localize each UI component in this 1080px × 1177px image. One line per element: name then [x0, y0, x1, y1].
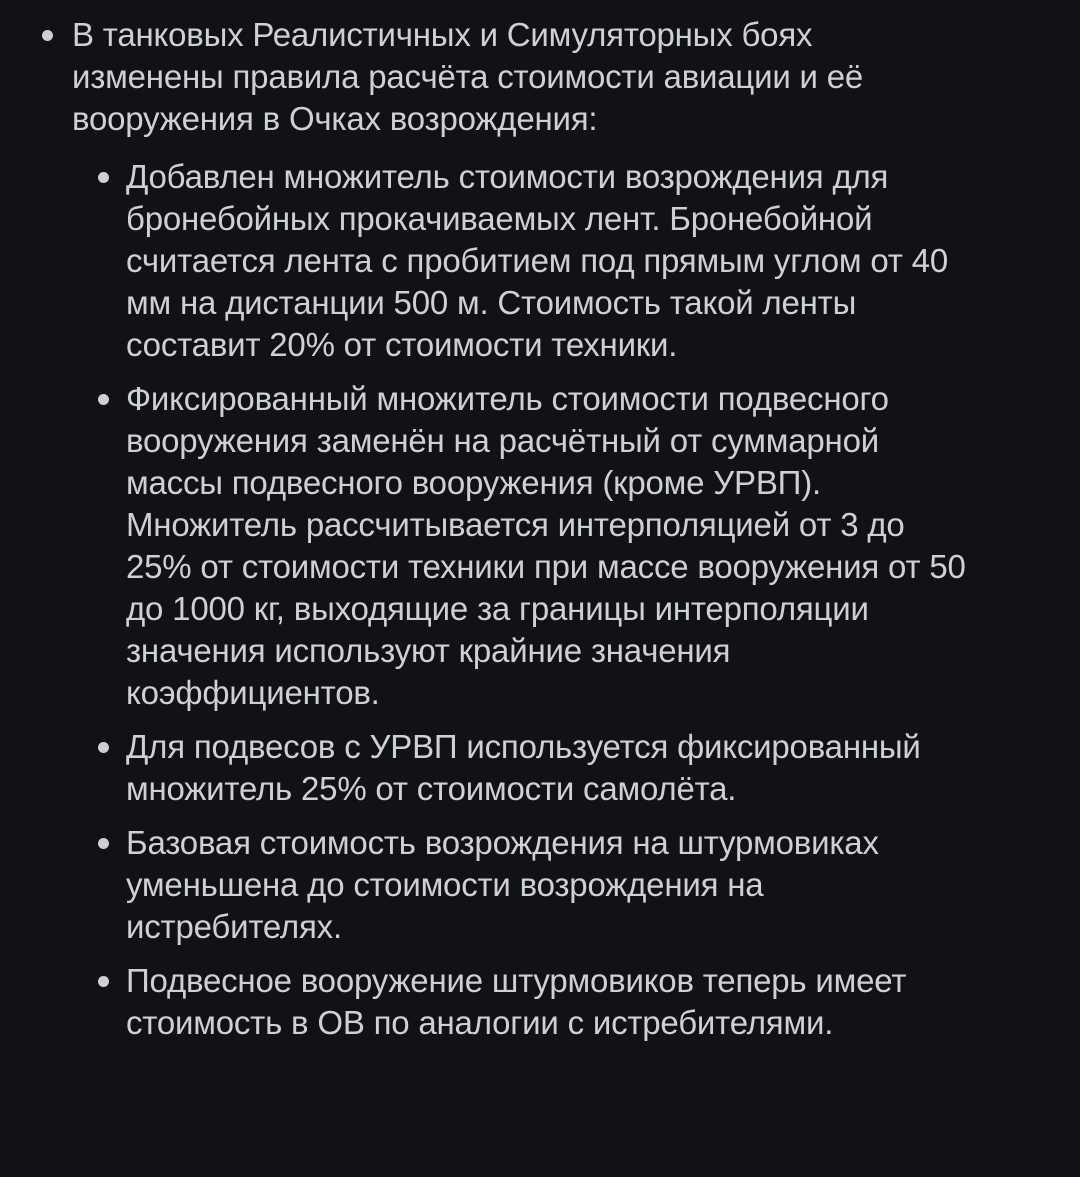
bullet-icon: [98, 742, 109, 753]
list-item: [126, 726, 966, 810]
list-item-text: Подвесное вооружение штурмовиков теперь имеет стоимость в ОВ по аналогии с истребителями.: [126, 962, 907, 1041]
list-item: [126, 378, 966, 714]
list-item-text: В танковых Реалистичных и Симуляторных боях изменены правила расчёта стоимости авиации и её вооружения в Очках возрождения:: [72, 16, 864, 137]
bullet-icon: [98, 394, 109, 405]
bullet-icon: [98, 976, 109, 987]
list-item-text: Для подвесов с УРВП используется фиксированный множитель 25% от стоимости самолёта.: [126, 728, 921, 807]
list-item: [126, 822, 966, 948]
nested-list: [126, 156, 966, 1056]
bullet-icon: [42, 30, 53, 41]
list-item: [126, 960, 966, 1044]
list-item-text: Добавлен множитель стоимости возрождения для бронебойных прокачиваемых лент. Бронебойной считается лента с пробитием под прямым углом от 40 мм на дистанции 500 м. Стоимость такой ленты составит 20% от стоимости техники.: [126, 158, 948, 363]
list-item-text: Фиксированный множитель стоимости подвесного вооружения заменён на расчётный от суммарной массы подвесного вооружения (кроме УРВП). Множитель рассчитывается интерполяцией от 3 до 25% от стоимости техники при массе вооружения от 50 до 1000 кг, выходящие за границы интерполяции значения используют крайние значения коэффициентов.: [126, 380, 966, 711]
list-item-text: Базовая стоимость возрождения на штурмовиках уменьшена до стоимости возрождения на истребителях.: [126, 824, 879, 945]
bullet-icon: [98, 172, 109, 183]
list-item: [126, 156, 966, 366]
list-item: [72, 14, 972, 1041]
bullet-icon: [98, 838, 109, 849]
